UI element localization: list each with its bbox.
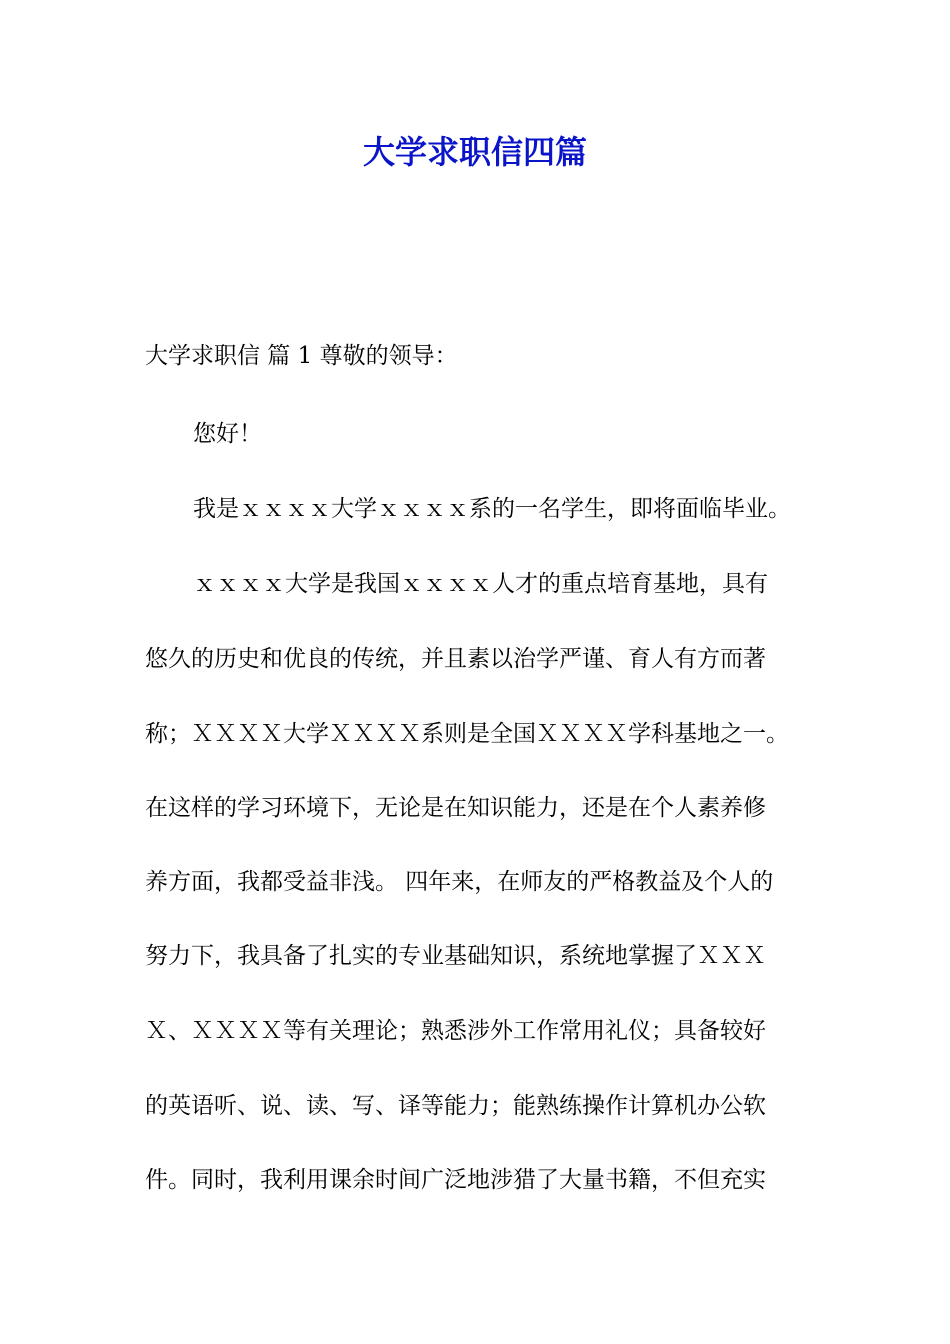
greeting: 您好！ <box>193 421 262 447</box>
body-line: 努力下，我具备了扎实的专业基础知识，系统地掌握了ＸＸＸ <box>145 943 766 969</box>
body-line: 称；ＸＸＸＸ大学ＸＸＸＸ系则是全国ＸＸＸＸ学科基地之一。 <box>145 721 789 747</box>
body-line: 件。同时，我利用课余时间广泛地涉猎了大量书籍，不但充实 <box>145 1167 766 1193</box>
document-title: 大学求职信四篇 <box>362 133 587 171</box>
body-line: 的英语听、说、读、写、译等能力；能熟练操作计算机办公软 <box>145 1093 766 1119</box>
body-line: 我是ｘｘｘｘ大学ｘｘｘｘ系的一名学生，即将面临毕业。 <box>193 496 791 522</box>
letter-heading: 大学求职信 篇 1 尊敬的领导： <box>145 343 458 369</box>
body-line: 养方面，我都受益非浅。 四年来，在师友的严格教益及个人的 <box>145 869 774 895</box>
body-line: ｘｘｘｘ大学是我国ｘｘｘｘ人才的重点培育基地，具有 <box>193 571 768 597</box>
body-line: 悠久的历史和优良的传统，并且素以治学严谨、育人有方而著 <box>145 646 766 672</box>
body-line: Ｘ、ＸＸＸＸ等有关理论；熟悉涉外工作常用礼仪；具备较好 <box>145 1018 766 1044</box>
body-line: 在这样的学习环境下，无论是在知识能力，还是在个人素养修 <box>145 795 766 821</box>
